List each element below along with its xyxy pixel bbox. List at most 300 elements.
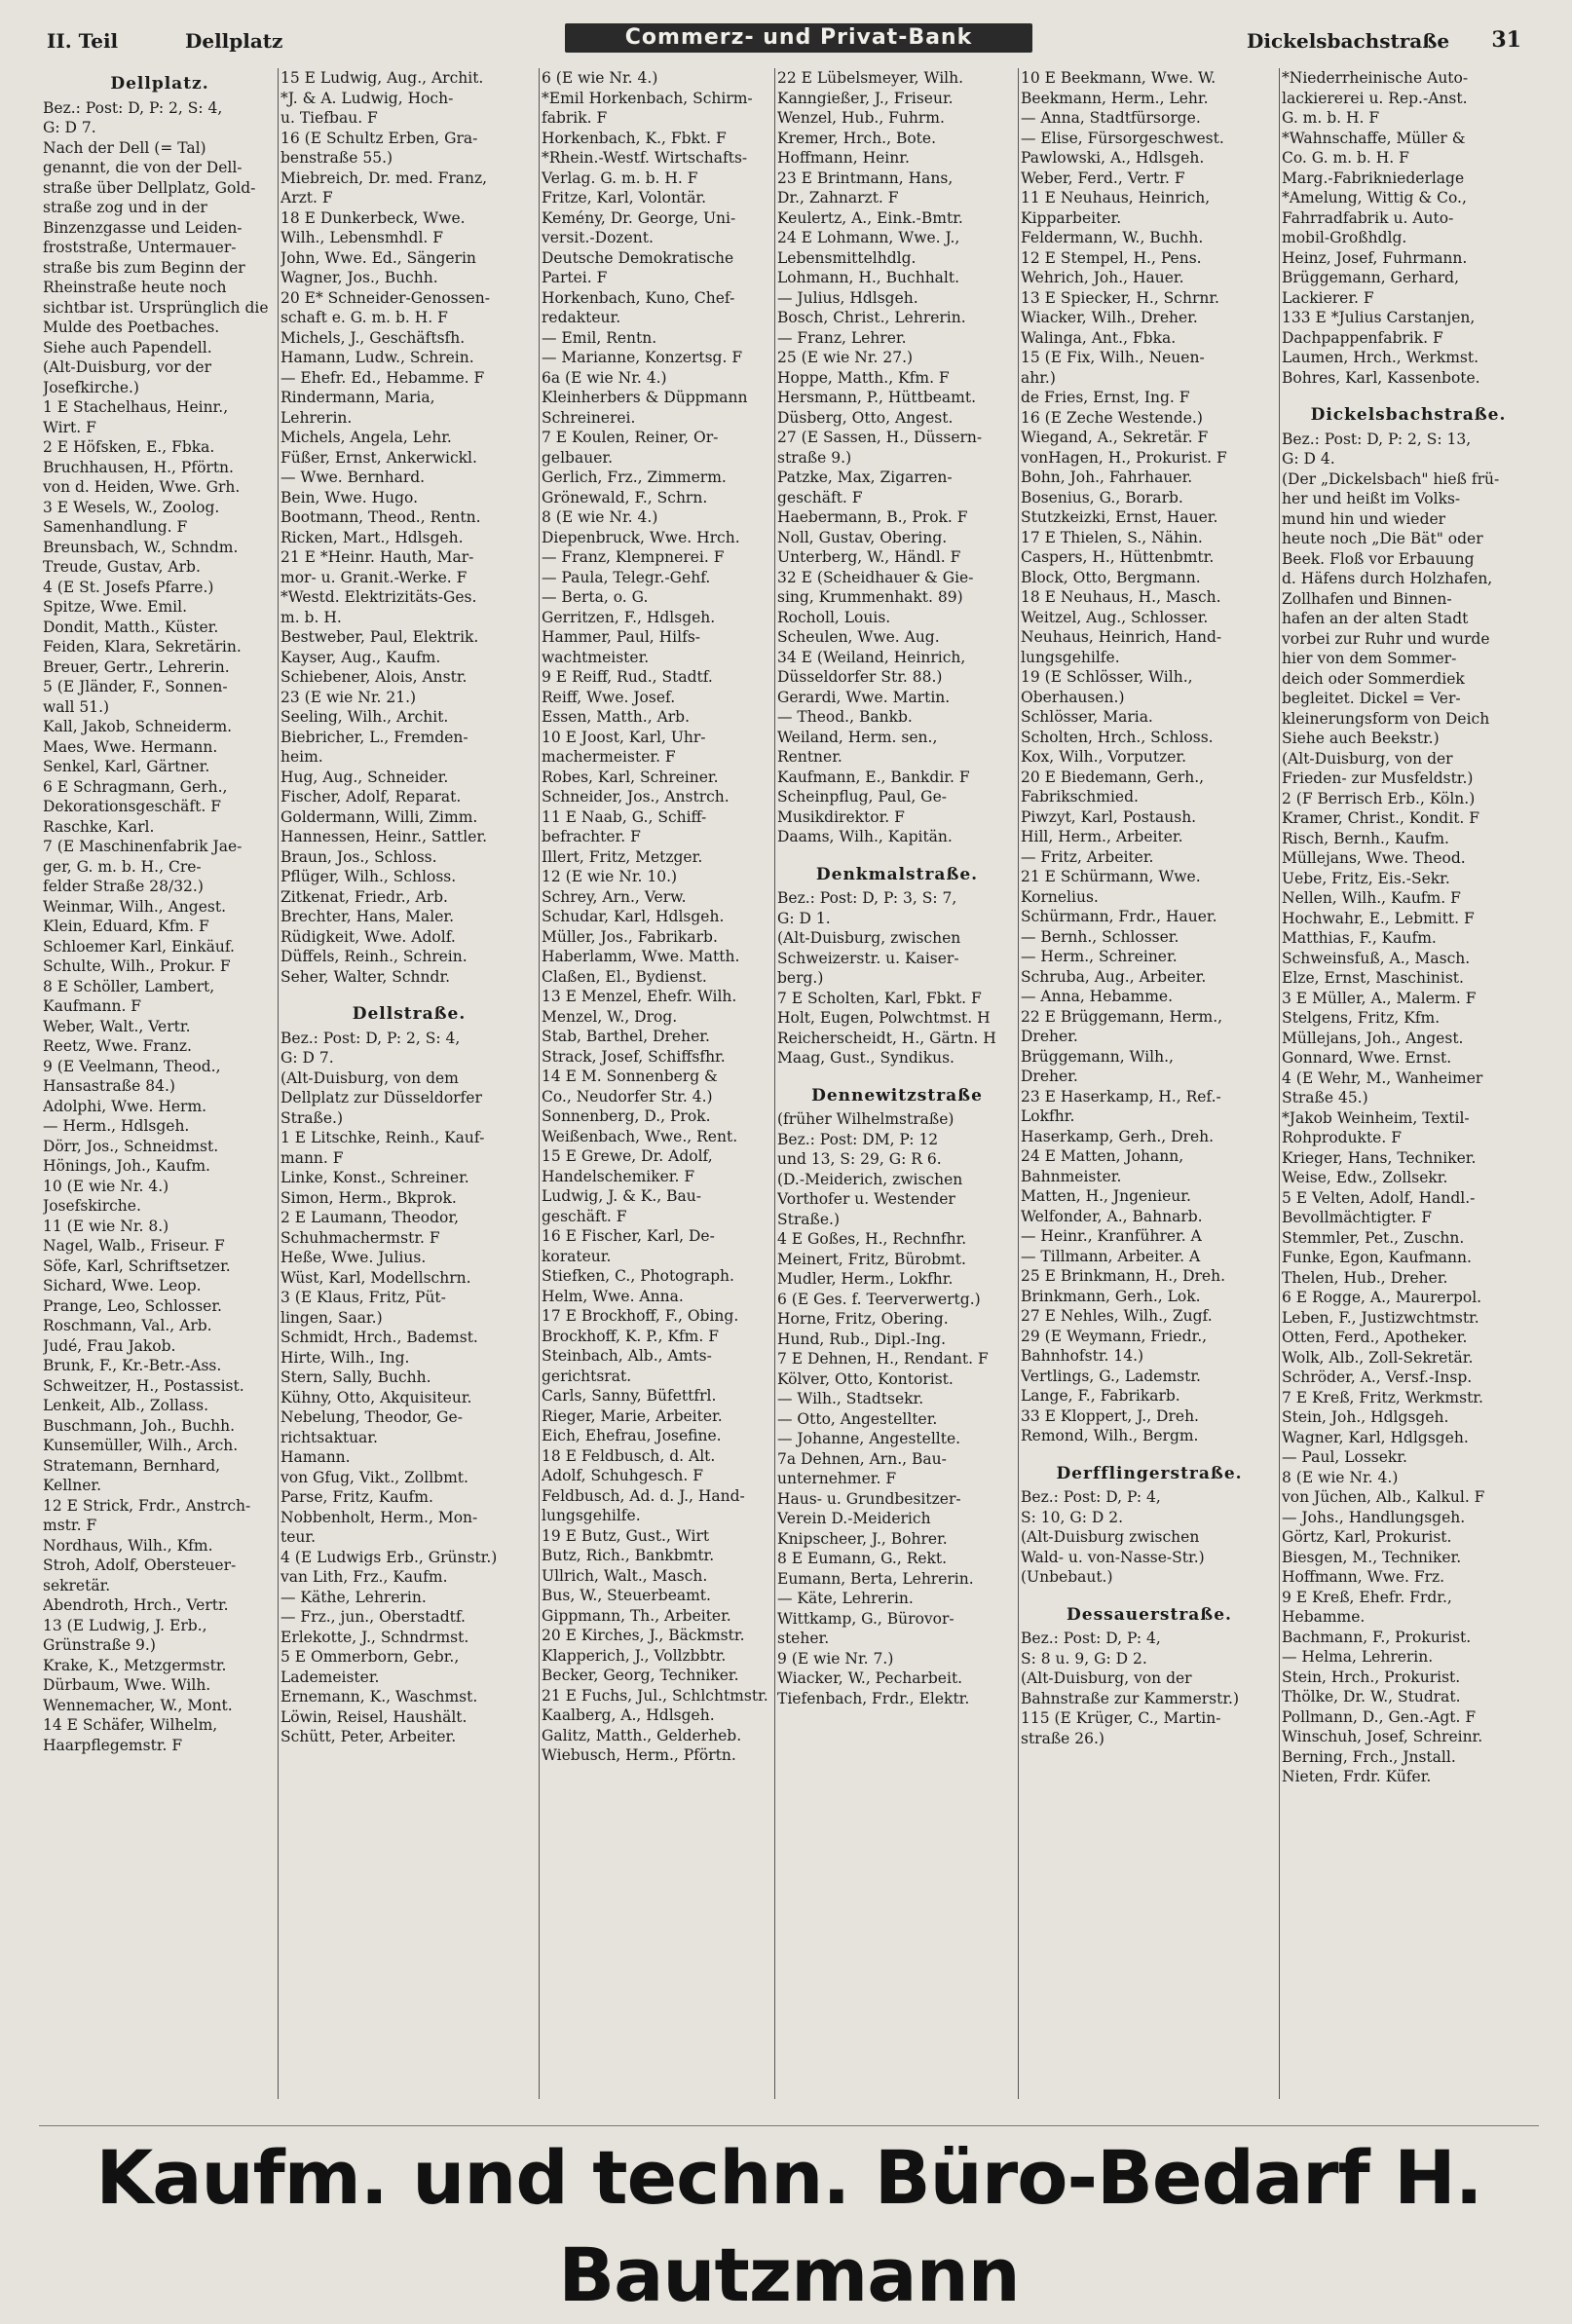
directory-entry-line: Spitze, Wwe. Emil. — [43, 598, 187, 616]
directory-entry-line: Musikdirektor. F — [777, 807, 905, 826]
directory-entry-line: Grünstraße 9.) — [43, 1636, 156, 1654]
directory-entry-line: 20 E Biedemann, Gerh., — [1021, 768, 1205, 786]
directory-entry-line: straße bis zum Beginn der — [43, 258, 245, 277]
directory-entry-line: Claßen, El., Bydienst. — [542, 967, 707, 986]
directory-entry-line: 14 E Schäfer, Wilhelm, — [43, 1716, 218, 1734]
directory-entry-line: teur. — [281, 1528, 317, 1546]
directory-entry-line: Hersmann, P., Hüttbeamt. — [777, 389, 977, 406]
directory-entry-line: lingen, Saar.) — [281, 1308, 383, 1327]
directory-entry-line: machermeister. F — [542, 748, 676, 766]
directory-entry-line: Rocholl, Louis. — [777, 608, 891, 626]
directory-entry-line: Bahnstraße zur Kammerstr.) — [1021, 1689, 1240, 1707]
directory-entry-line: G: D 4. — [1282, 450, 1335, 468]
directory-entry-line: Kaufmann. F — [43, 997, 142, 1015]
directory-entry-line: — Anna, Stadtfürsorge. — [1021, 109, 1201, 127]
directory-entry-line: Straße.) — [281, 1108, 343, 1127]
directory-entry-line: Otten, Ferd., Apotheker. — [1282, 1329, 1468, 1346]
directory-entry-line: Krake, K., Metzgermstr. — [43, 1656, 227, 1674]
directory-entry-line: 7 E Scholten, Karl, Fbkt. F — [777, 989, 982, 1007]
directory-entry-line: Becker, Georg, Techniker. — [542, 1667, 739, 1684]
directory-entry-line: wall 51.) — [43, 697, 110, 716]
directory-entry-line: *Wahnschaffe, Müller & — [1282, 129, 1466, 147]
directory-entry-line: Hebamme. — [1282, 1608, 1366, 1626]
directory-entry-line: Bootmann, Theod., Rentn. — [281, 508, 481, 526]
directory-entry-line: Schlösser, Maria. — [1021, 708, 1153, 726]
directory-entry-line: Schütt, Peter, Arbeiter. — [281, 1728, 457, 1745]
directory-entry-line: Schweizerstr. u. Kaiser- — [777, 949, 959, 967]
bank-banner: Commerz- und Privat-Bank — [565, 23, 1032, 53]
column-divider — [1279, 68, 1280, 2099]
directory-entry-line: felder Straße 28/32.) — [43, 878, 204, 895]
directory-entry-line: 24 E Lohmann, Wwe. J., — [777, 229, 960, 246]
directory-entry-line: Weißenbach, Wwe., Rent. — [542, 1127, 738, 1145]
directory-entry-line: — Franz, Klempnerei. F — [542, 548, 725, 566]
directory-entry-line: 27 (E Sassen, H., Düssern- — [777, 429, 983, 446]
directory-entry-line: Treude, Gustav, Arb. — [43, 558, 201, 576]
directory-entry-line: — Ehefr. Ed., Hebamme. F — [281, 368, 485, 387]
directory-entry-line: Mulde des Poetbaches. — [43, 319, 220, 336]
directory-entry-line: benstraße 55.) — [281, 149, 393, 167]
directory-entry-line: Rüdigkeit, Wwe. Adolf. — [281, 927, 456, 946]
directory-entry-line: Wolk, Alb., Zoll-Sekretär. — [1282, 1348, 1474, 1367]
directory-entry-line: Schneider, Jos., Anstrch. — [542, 788, 730, 806]
directory-entry-line: Kremer, Hrch., Bote. — [777, 129, 937, 147]
directory-entry-line: — Tillmann, Arbeiter. A — [1021, 1247, 1201, 1265]
directory-entry-line: Schürmann, Frdr., Hauer. — [1021, 908, 1217, 925]
directory-entry-line: Dörr, Jos., Schneidmst. — [43, 1137, 219, 1155]
directory-entry-line: Bachmann, F., Prokurist. — [1282, 1628, 1472, 1646]
column-divider — [1018, 68, 1019, 2099]
directory-entry-line: Schreinerei. — [542, 408, 636, 427]
section-gap — [1021, 1588, 1278, 1599]
directory-entry-line: 22 E Lübelsmeyer, Wilh. — [777, 69, 964, 87]
directory-entry-line: Brinkmann, Gerh., Lok. — [1021, 1287, 1201, 1305]
directory-entry-line: Rieger, Marie, Arbeiter. — [542, 1406, 723, 1425]
directory-entry-line: Stemmler, Pet., Zuschn. — [1282, 1228, 1465, 1247]
directory-entry-line: Reiff, Wwe. Josef. — [542, 688, 676, 706]
directory-entry-line: 16 (E Zeche Westende.) — [1021, 408, 1203, 427]
directory-entry-line: vonHagen, H., Prokurist. F — [1021, 448, 1227, 467]
directory-entry-line: Josefkirche.) — [43, 378, 139, 396]
directory-entry-line: (D.-Meiderich, zwischen — [777, 1170, 963, 1188]
directory-entry-line: 21 E Fuchs, Jul., Schlchtmstr. — [542, 1686, 768, 1705]
directory-entry-line: Tiefenbach, Frdr., Elektr. — [777, 1689, 970, 1707]
directory-entry-line: 115 (E Krüger, C., Martin- — [1021, 1709, 1221, 1727]
directory-entry-line: 6 (E wie Nr. 4.) — [542, 69, 658, 87]
directory-entry-line: 7 E Dehnen, H., Rendant. F — [777, 1350, 989, 1368]
directory-entry-line: Haus- u. Grundbesitzer- — [777, 1489, 961, 1508]
directory-entry-line: Hochwahr, E., Lebmitt. F — [1282, 909, 1475, 927]
directory-entry-line: geschäft. F — [777, 488, 863, 506]
directory-entry-line: Keulertz, A., Eink.-Bmtr. — [777, 208, 963, 227]
directory-entry-line: Kornelius. — [1021, 887, 1099, 906]
directory-entry-line: hafen an der alten Stadt — [1282, 610, 1469, 627]
directory-entry-line: Miebreich, Dr. med. Franz, — [281, 169, 488, 187]
directory-entry-line: Stein, Hrch., Prokurist. — [1282, 1668, 1461, 1686]
directory-entry-line: Horkenbach, K., Fbkt. F — [542, 129, 727, 147]
directory-entry-line: Lohmann, H., Buchhalt. — [777, 269, 960, 286]
directory-entry-line: 3 (E Klaus, Fritz, Püt- — [281, 1289, 446, 1306]
directory-entry-line: Eumann, Berta, Lehrerin. — [777, 1569, 974, 1588]
directory-entry-line: Straße.) — [777, 1210, 840, 1228]
directory-entry-line: mstr. F — [43, 1517, 97, 1534]
directory-entry-line: — Paula, Telegr.-Gehf. — [542, 568, 711, 586]
directory-entry-line: Bez.: Post: D, P: 2, S: 4, — [281, 1029, 461, 1047]
page-number: 31 — [1491, 27, 1521, 53]
directory-entry-line: (Alt-Duisburg, von der — [1282, 749, 1453, 768]
directory-entry-line: Dekorationsgeschäft. F — [43, 798, 221, 815]
column-divider — [539, 68, 540, 2099]
directory-entry-line: gerichtsrat. — [542, 1367, 632, 1385]
directory-entry-line: 24 E Matten, Johann, — [1021, 1147, 1184, 1165]
directory-entry-line: Brechter, Hans, Maler. — [281, 908, 455, 925]
directory-entry-line: Horkenbach, Kuno, Chef- — [542, 288, 735, 307]
directory-entry-line: Elze, Ernst, Maschinist. — [1282, 969, 1464, 987]
directory-entry-line: Ludwig, J. & K., Bau- — [542, 1187, 701, 1205]
directory-entry-line: Wittkamp, G., Bürovor- — [777, 1609, 954, 1628]
directory-entry-line: 15 E Ludwig, Aug., Archit. — [281, 69, 484, 87]
directory-entry-line: 29 (E Weymann, Friedr., — [1021, 1327, 1208, 1345]
directory-entry-line: Schmidt, Hrch., Bademst. — [281, 1329, 478, 1346]
directory-entry-line: — Helma, Lehrerin. — [1282, 1648, 1434, 1666]
right-street-heading: Dickelsbachstraße — [1247, 29, 1450, 53]
directory-entry-line: Hoffmann, Wwe. Frz. — [1282, 1568, 1445, 1586]
directory-entry-line: Buschmann, Joh., Buchh. — [43, 1416, 236, 1435]
directory-entry-line: 10 E Joost, Karl, Uhr- — [542, 728, 706, 746]
directory-entry-line: straße 26.) — [1021, 1729, 1104, 1747]
directory-entry-line: 5 (E Jländer, F., Sonnen- — [43, 678, 228, 695]
section-gap — [281, 987, 538, 998]
directory-entry-line: 9 E Reiff, Rud., Stadtf. — [542, 668, 713, 686]
section-gap — [1282, 388, 1535, 399]
directory-entry-line: Holt, Eugen, Polwchtmst. H — [777, 1009, 991, 1027]
directory-entry-line: Dachpappenfabrik. F — [1282, 328, 1443, 347]
directory-entry-line: Judé, Frau Jakob. — [43, 1336, 176, 1355]
directory-entry-line: Scheulen, Wwe. Aug. — [777, 628, 940, 646]
directory-entry-line: deich oder Sommerdiek — [1282, 669, 1465, 688]
directory-entry-line: 32 E (Scheidhauer & Gie- — [777, 568, 974, 586]
directory-entry-line: Stratemann, Bernhard, — [43, 1456, 221, 1475]
directory-entry-line: 8 E Schöller, Lambert, — [43, 977, 215, 995]
directory-entry-line: Roschmann, Val., Arb. — [43, 1317, 212, 1334]
directory-entry-line: (Alt-Duisburg zwischen — [1021, 1528, 1200, 1546]
directory-entry-line: John, Wwe. Ed., Sängerin — [281, 248, 476, 267]
directory-entry-line: *J. & A. Ludwig, Hoch- — [281, 89, 454, 107]
directory-entry-line: Wüst, Karl, Modellschrn. — [281, 1268, 471, 1287]
directory-entry-line: Breunsbach, W., Schndm. — [43, 538, 239, 556]
directory-entry-line: Co. G. m. b. H. F — [1282, 149, 1409, 167]
directory-entry-line: Lademeister. — [281, 1668, 380, 1686]
directory-entry-line: von d. Heiden, Wwe. Grh. — [43, 478, 241, 496]
directory-entry-line: 9 (E Veelmann, Theod., — [43, 1057, 221, 1075]
directory-entry-line: Erlekotte, J., Schndrmst. — [281, 1628, 469, 1646]
directory-entry-line: mann. F — [281, 1148, 344, 1167]
directory-entry-line: Schröder, A., Versf.-Insp. — [1282, 1368, 1473, 1386]
directory-entry-line: Knipscheer, J., Bohrer. — [777, 1529, 948, 1548]
directory-entry-line: Hansastraße 84.) — [43, 1077, 175, 1095]
directory-entry-line: Brüggemann, Gerhard, — [1282, 269, 1460, 286]
directory-entry-line: Wiacker, Wilh., Dreher. — [1021, 309, 1198, 326]
directory-entry-line: 12 (E wie Nr. 10.) — [542, 868, 678, 885]
directory-entry-line: 17 E Thielen, S., Nähin. — [1021, 528, 1203, 546]
directory-entry-line: Michels, Angela, Lehr. — [281, 429, 452, 446]
directory-entry-line: Patzke, Max, Zigarren- — [777, 469, 953, 486]
directory-entry-line: Krieger, Hans, Techniker. — [1282, 1148, 1477, 1167]
directory-entry-line: S: 8 u. 9, G: D 2. — [1021, 1649, 1147, 1668]
directory-entry-line: — Fritz, Arbeiter. — [1021, 847, 1154, 866]
section-gap — [1021, 1446, 1278, 1458]
directory-entry-line: Gonnard, Wwe. Ernst. — [1282, 1049, 1452, 1067]
directory-entry-line: — Bernh., Schlosser. — [1021, 927, 1179, 946]
directory-entry-line: Hoppe, Matth., Kfm. F — [777, 368, 950, 387]
directory-entry-line: Leben, F., Justizwchtmstr. — [1282, 1308, 1479, 1327]
directory-entry-line: Carls, Sanny, Büfettfrl. — [542, 1387, 717, 1405]
directory-entry-line: Wiacker, W., Pecharbeit. — [777, 1669, 963, 1687]
directory-entry-line: Kayser, Aug., Kaufm. — [281, 648, 441, 666]
directory-entry-line: Scholten, Hrch., Schloss. — [1021, 728, 1214, 746]
directory-entry-line: Verlag. G. m. b. H. F — [542, 169, 698, 187]
directory-entry-line: Siehe auch Beekstr.) — [1282, 730, 1440, 747]
directory-entry-line: Bez.: Post: D, P: 2, S: 4, — [43, 98, 223, 117]
directory-entry-line: Rentner. — [777, 748, 842, 766]
directory-entry-line: (Alt-Duisburg, von der — [1021, 1669, 1192, 1687]
directory-entry-line: Löwin, Reisel, Haushält. — [281, 1707, 468, 1726]
directory-entry-line: Brunk, F., Kr.-Betr.-Ass. — [43, 1357, 222, 1374]
directory-entry-line: — Anna, Hebamme. — [1021, 988, 1174, 1005]
directory-entry-line: Hug, Aug., Schneider. — [281, 768, 449, 786]
directory-entry-line: Kleinherbers & Düppmann — [542, 389, 748, 406]
directory-entry-line: — Wwe. Bernhard. — [281, 469, 426, 486]
directory-entry-line: Oberhausen.) — [1021, 688, 1125, 706]
directory-entry-line: Sonnenberg, D., Prok. — [542, 1107, 711, 1125]
directory-entry-line: Weitzel, Aug., Schlosser. — [1021, 608, 1209, 626]
column-1 — [43, 68, 277, 2104]
directory-entry-line: Schrey, Arn., Verw. — [542, 887, 687, 906]
section-title: Dennewitzstraße — [811, 1085, 983, 1106]
directory-entry-line: genannt, die von der Dell- — [43, 159, 243, 176]
directory-entry-line: Grönewald, F., Schrn. — [542, 488, 708, 506]
directory-entry-line: Bein, Wwe. Hugo. — [281, 488, 418, 506]
directory-entry-line: 3 E Müller, A., Malerm. F — [1282, 989, 1477, 1007]
directory-entry-line: — Theod., Bankb. — [777, 708, 913, 726]
directory-entry-line: mobil-Großhdlg. — [1282, 229, 1407, 246]
directory-entry-line: Adolphi, Wwe. Herm. — [43, 1097, 207, 1115]
directory-entry-line: (früher Wilhelmstraße) — [777, 1110, 954, 1128]
directory-entry-line: Zollhafen und Binnen- — [1282, 589, 1452, 608]
directory-entry-line: richtsaktuar. — [281, 1428, 378, 1446]
directory-entry-line: 5 E Ommerborn, Gebr., — [281, 1648, 460, 1666]
directory-entry-line: Nach der Dell (= Tal) — [43, 138, 206, 157]
directory-entry-line: Rindermann, Maria, — [281, 389, 435, 406]
directory-entry-line: Fabrikschmied. — [1021, 788, 1139, 806]
directory-entry-line: Braun, Jos., Schloss. — [281, 847, 437, 866]
directory-entry-line: Wennemacher, W., Mont. — [43, 1696, 233, 1714]
directory-entry-line: lungsgehilfe. — [542, 1507, 641, 1524]
directory-entry-line: Brüggemann, Wilh., — [1021, 1047, 1174, 1066]
directory-entry-line: Steinbach, Alb., Amts- — [542, 1347, 712, 1365]
section-gap — [777, 1068, 1017, 1080]
directory-entry-line: 18 E Feldbusch, d. Alt. — [542, 1446, 716, 1465]
directory-entry-line: Gippmann, Th., Arbeiter. — [542, 1606, 731, 1625]
directory-entry-line: 2 E Laumann, Theodor, — [281, 1209, 460, 1226]
directory-entry-line: Josefskirche. — [43, 1197, 141, 1215]
directory-entry-line: Samenhandlung. F — [43, 518, 188, 536]
directory-entry-line: Gerlich, Frz., Zimmerm. — [542, 469, 727, 486]
directory-entry-line: mund hin und wieder — [1282, 509, 1446, 528]
directory-entry-line: Robes, Karl, Schreiner. — [542, 768, 719, 786]
directory-entry-line: Nagel, Walb., Friseur. F — [43, 1237, 225, 1255]
directory-entry-line: Düsberg, Otto, Angest. — [777, 408, 954, 427]
footer-advertisement: Kaufm. und techn. Büro-Bedarf H. Bautzmann — [95, 2134, 1482, 2318]
directory-entry-line: 7 (E Maschinenfabrik Jae- — [43, 838, 243, 855]
directory-entry-line: versit.-Dozent. — [542, 229, 654, 246]
directory-entry-line: Frieden- zur Musfeldstr.) — [1282, 769, 1474, 787]
directory-entry-line: 6 E Schragmann, Gerh., — [43, 777, 228, 796]
directory-entry-line: Hannessen, Heinr., Sattler. — [281, 828, 488, 845]
directory-entry-line: fabrik. F — [542, 109, 608, 127]
directory-entry-line: Bez.: Post: DM, P: 12 — [777, 1130, 939, 1148]
directory-entry-line: Walinga, Ant., Fbka. — [1021, 328, 1177, 347]
directory-entry-line: Kemény, Dr. George, Uni- — [542, 208, 736, 227]
directory-entry-line: 23 E Haserkamp, H., Ref.- — [1021, 1087, 1221, 1106]
directory-entry-line: — Emil, Rentn. — [542, 328, 657, 347]
directory-entry-line: Feldbusch, Ad. d. J., Hand- — [542, 1486, 745, 1505]
directory-entry-line: Vorthofer u. Westender — [777, 1190, 955, 1208]
directory-entry-line: Wald- u. von-Nasse-Str.) — [1021, 1548, 1205, 1566]
directory-entry-line: Düffels, Reinh., Schrein. — [281, 948, 468, 965]
directory-entry-line: 133 E *Julius Carstanjen, — [1282, 309, 1476, 326]
directory-entry-line: Gerardi, Wwe. Martin. — [777, 688, 951, 706]
directory-entry-line: heute noch „Die Bät" oder — [1282, 530, 1483, 547]
directory-entry-line: Lackierer. F — [1282, 288, 1374, 307]
directory-entry-line: Bosch, Christ., Lehrerin. — [777, 309, 966, 326]
directory-entry-line: 9 E Kreß, Ehefr. Frdr., — [1282, 1588, 1452, 1606]
directory-entry-line: Fischer, Adolf, Reparat. — [281, 788, 462, 806]
section-title: Denkmalstraße. — [815, 864, 979, 884]
directory-entry-line: G: D 7. — [43, 119, 96, 136]
directory-entry-line: Parse, Fritz, Kaufm. — [281, 1488, 433, 1506]
directory-entry-line: Unterberg, W., Händl. F — [777, 548, 961, 566]
directory-entry-line: Feiden, Klara, Sekretärin. — [43, 638, 242, 656]
directory-entry-line: Kipparbeiter. — [1021, 208, 1122, 227]
directory-entry-line: Nebelung, Theodor, Ge- — [281, 1408, 463, 1426]
directory-entry-line: Schruba, Aug., Arbeiter. — [1021, 967, 1207, 986]
directory-entry-line: 10 E Beekmann, Wwe. W. — [1021, 69, 1216, 87]
directory-entry-line: Klapperich, J., Vollzbbtr. — [542, 1646, 727, 1665]
directory-entry-line: — Frz., jun., Oberstadtf. — [281, 1608, 466, 1626]
directory-entry-line: Bez.: Post: D, P: 4, — [1021, 1630, 1161, 1647]
directory-entry-line: 16 (E Schultz Erben, Gra- — [281, 129, 478, 147]
directory-entry-line: Binzenzgasse und Leiden- — [43, 218, 243, 237]
column-5 — [1021, 68, 1278, 2104]
directory-entry-line: — Franz, Lehrer. — [777, 328, 907, 347]
directory-entry-line: Matten, H., Jngenieur. — [1021, 1187, 1191, 1205]
directory-entry-line: froststraße, Untermauer- — [43, 239, 237, 256]
directory-entry-line: Kaufmann, E., Bankdir. F — [777, 768, 970, 786]
directory-entry-line: Helm, Wwe. Anna. — [542, 1287, 684, 1305]
directory-entry-line: Weise, Edw., Zollsekr. — [1282, 1169, 1448, 1186]
directory-entry-line: 7 E Kreß, Fritz, Werkmstr. — [1282, 1388, 1483, 1406]
directory-entry-line: Füßer, Ernst, Ankerwickl. — [281, 448, 477, 467]
directory-entry-line: Kanngießer, J., Friseur. — [777, 89, 954, 107]
directory-entry-line: Bevollmächtigter. F — [1282, 1209, 1432, 1226]
directory-entry-line: 13 E Menzel, Ehefr. Wilh. — [542, 988, 737, 1005]
directory-entry-line: vorbei zur Ruhr und wurde — [1282, 629, 1490, 648]
directory-entry-line: Reetz, Wwe. Franz. — [43, 1037, 192, 1055]
directory-entry-line: Hoffmann, Heinr. — [777, 149, 910, 167]
directory-entry-line: (Unbebaut.) — [1021, 1568, 1113, 1586]
directory-entry-line: Maes, Wwe. Hermann. — [43, 737, 218, 756]
directory-entry-line: sing, Krummenhakt. 89) — [777, 588, 963, 606]
directory-entry-line: Dreher. — [1021, 1068, 1078, 1085]
directory-entry-line: Hamann. — [281, 1448, 351, 1466]
directory-entry-line: Strack, Josef, Schiffsfhr. — [542, 1047, 726, 1066]
directory-entry-line: 6a (E wie Nr. 4.) — [542, 368, 667, 387]
directory-entry-line: Eich, Ehefrau, Josefine. — [542, 1427, 722, 1444]
directory-entry-line: mor- u. Granit.-Werke. F — [281, 568, 468, 586]
directory-entry-line: Neuhaus, Heinrich, Hand- — [1021, 628, 1222, 646]
directory-entry-line: Breuer, Gertr., Lehrerin. — [43, 657, 230, 676]
directory-entry-line: ger, G. m. b. H., Cre- — [43, 857, 202, 876]
directory-entry-line: Kunsemüller, Wilh., Arch. — [43, 1437, 239, 1454]
directory-entry-line: Nieten, Frdr. Küfer. — [1282, 1768, 1432, 1785]
directory-entry-line: 20 E Kirches, J., Bäckmstr. — [542, 1627, 745, 1644]
directory-entry-line: Müller, Jos., Fabrikarb. — [542, 927, 718, 946]
directory-entry-line: Senkel, Karl, Gärtner. — [43, 758, 210, 775]
directory-entry-line: 21 E Schürmann, Wwe. — [1021, 868, 1201, 885]
directory-entry-line: Noll, Gustav, Obering. — [777, 528, 948, 546]
directory-entry-line: kleinerungsform von Deich — [1282, 709, 1490, 728]
directory-entry-line: von Gfug, Vikt., Zollbmt. — [281, 1468, 468, 1486]
directory-entry-line: Wilh., Lebensmhdl. F — [281, 229, 444, 246]
directory-entry-line: Dreher. — [1021, 1028, 1078, 1045]
directory-entry-line: Kall, Jakob, Schneiderm. — [43, 718, 233, 735]
directory-entry-line: Stein, Joh., Hdlgsgeh. — [1282, 1408, 1449, 1426]
directory-entry-line: Wenzel, Hub., Fuhrm. — [777, 109, 945, 127]
directory-entry-line: Verein D.-Meiderich — [777, 1510, 931, 1527]
directory-entry-line: Scheinpflug, Paul, Ge- — [777, 788, 947, 806]
directory-entry-line: Kühny, Otto, Akquisiteur. — [281, 1388, 472, 1406]
directory-entry-line: Dellplatz zur Düsseldorfer — [281, 1089, 482, 1106]
directory-entry-line: — Julius, Hdlsgeh. — [777, 288, 918, 307]
directory-entry-line: d. Häfens durch Holzhafen, — [1282, 570, 1493, 587]
directory-entry-line: Nellen, Wilh., Kaufm. F — [1282, 889, 1461, 907]
directory-entry-line: Block, Otto, Bergmann. — [1021, 568, 1201, 586]
directory-entry-line: 11 E Neuhaus, Heinrich, — [1021, 189, 1211, 206]
directory-entry-line: Weinmar, Wilh., Angest. — [43, 897, 226, 916]
directory-entry-line: Klein, Eduard, Kfm. F — [43, 918, 209, 935]
directory-entry-line: 5 E Velten, Adolf, Handl.- — [1282, 1188, 1476, 1207]
directory-entry-line: Kox, Wilh., Vorputzer. — [1021, 748, 1187, 766]
directory-entry-line: Galitz, Matth., Gelderheb. — [542, 1726, 742, 1744]
directory-entry-line: 3 E Wesels, W., Zoolog. — [43, 498, 220, 516]
directory-entry-line: Hirte, Wilh., Ing. — [281, 1348, 410, 1367]
directory-entry-line: Bez.: Post: D, P: 2, S: 13, — [1282, 430, 1472, 448]
directory-entry-line: hier von dem Sommer- — [1282, 650, 1457, 667]
directory-entry-line: 10 (E wie Nr. 4.) — [43, 1177, 169, 1195]
directory-entry-line: Dr., Zahnarzt. F — [777, 189, 899, 206]
directory-entry-line: Stutzkeizki, Ernst, Hauer. — [1021, 508, 1218, 526]
directory-entry-line: Reicherscheidt, H., Gärtn. H — [777, 1029, 996, 1047]
directory-entry-line: Feldermann, W., Buchh. — [1021, 229, 1204, 246]
directory-entry-line: 11 E Naab, G., Schiff- — [542, 807, 707, 826]
directory-entry-line: Schweinsfuß, A., Masch. — [1282, 949, 1471, 967]
directory-entry-line: 23 E Brintmann, Hans, — [777, 169, 954, 187]
directory-entry-line: Kellner. — [43, 1477, 102, 1494]
directory-entry-line: *Niederrheinische Auto- — [1282, 69, 1469, 87]
directory-entry-line: Hamann, Ludw., Schrein. — [281, 349, 474, 366]
directory-entry-line: Weiland, Herm. sen., — [777, 728, 938, 746]
